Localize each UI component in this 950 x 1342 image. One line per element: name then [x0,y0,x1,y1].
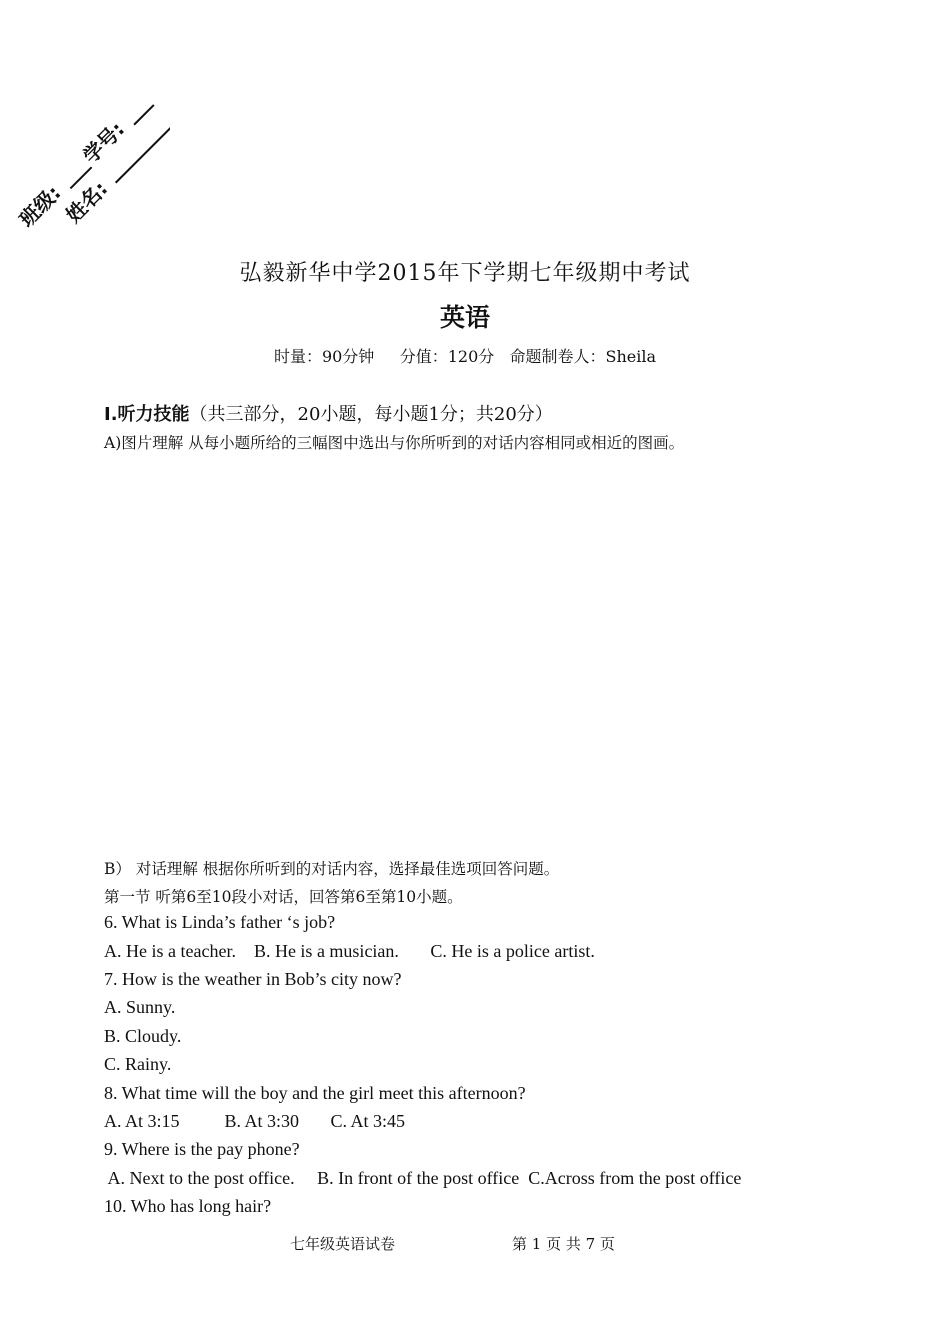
question-9: 9. Where is the pay phone? [104,1139,300,1159]
question-7-option-b: B. Cloudy. [104,1026,182,1046]
section-heading-bold: I.听力技能 [104,404,190,425]
question-6: 6. What is Linda’s father ‘s job? [104,912,336,932]
student-no-blank-line [134,105,154,125]
binding-margin [0,100,170,270]
name-label: 姓名: [61,176,113,228]
binding-margin-svg [0,100,170,270]
question-6-options: A. He is a teacher. B. He is a musician. C. He is a police artist. [104,941,595,961]
footer-left: 七年级英语试卷 [290,1235,396,1253]
section-heading [104,400,553,426]
section-heading-rest: （共三部分，20小题，每小题1分；共20分） [189,404,553,425]
part-a-instruction: A)图片理解 从每小题所给的三幅图中选出与你所听到的对话内容相同或相近的图画。 [104,434,685,452]
exam-title: 弘毅新华中学2015年下学期七年级期中考试 [239,261,691,286]
question-10: 10. Who has long hair? [104,1196,272,1216]
exam-meta: 时量：90分钟 分值：120分 命题制卷人：Sheila [273,347,657,366]
question-7-option-a: A. Sunny. [104,997,176,1017]
question-8: 8. What time will the boy and the girl meet this afternoon? [104,1083,526,1103]
question-7-option-c: C. Rainy. [104,1054,172,1074]
question-8-options: A. At 3:15 B. At 3:30 C. At 3:45 [104,1111,406,1131]
class-label: 班级: [14,180,66,232]
question-9-options: A. Next to the post office. B. In front of the post office C.Across from the post office [104,1168,742,1188]
part-b-sub-instruction: 第一节 听第6至10段小对话，回答第6至第10小题。 [104,888,463,906]
student-no-label: 学号: [78,116,130,168]
exam-subject: 英语 [439,303,490,332]
footer-page-number: 第 1 页 共 7 页 [512,1235,615,1253]
question-7: 7. How is the weather in Bob’s city now? [104,969,402,989]
part-b-instruction: B） 对话理解 根据你所听到的对话内容，选择最佳选项回答问题。 [104,860,560,878]
